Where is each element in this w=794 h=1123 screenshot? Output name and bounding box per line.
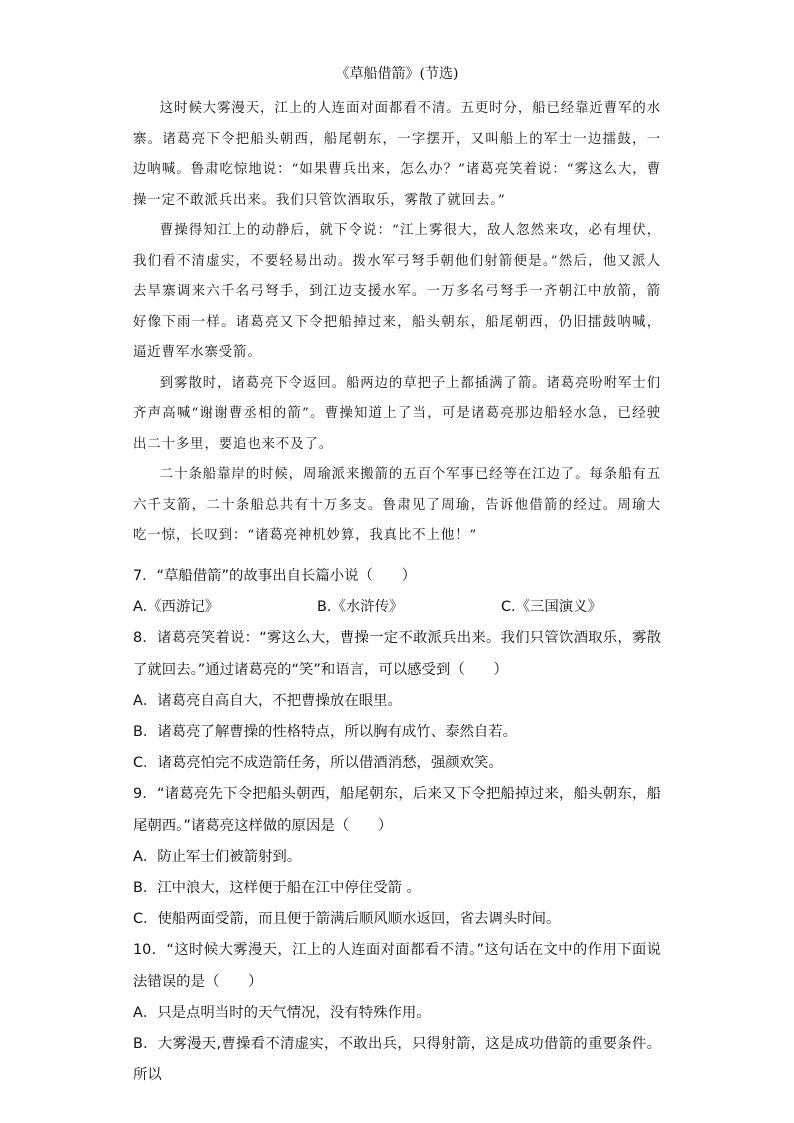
passage-title: 《草船借箭》(节选) xyxy=(335,66,459,82)
passage-body xyxy=(133,94,661,552)
passage-paragraph: 这时候大雾漫天，江上的人连面对面都看不清。五更时分，船已经靠近曹军的水寨。诸葛亮下令把船头朝西，船尾朝东，一字摆开，又叫船上的军士一边擂鼓，一边呐喊。鲁肃吃惊地说：“如果曹兵出来，怎么办？”诸葛亮笑着说：“雾这么大，曹操一定不敢派兵出来。我们只管饮酒取乐，雾散了就回去。” xyxy=(133,101,661,208)
option-c: C．使船两面受箭，而且便于箭满后顺风顺水返回，省去调头时间。 xyxy=(133,911,561,928)
passage-paragraph: 曹操得知江上的动静后，就下令说：“江上雾很大，敌人忽然来攻，必有埋伏，我们看不清虚实，不要轻易出动。拨水军弓弩手朝他们射箭便是。”然后，他又派人去旱寨调来六千名弓弩手，到江边支援水军。一万多名弓弩手一齐朝江中放箭，箭好像下雨一样。诸葛亮又下令把船掉过来，船头朝东，船尾朝西，仍旧擂鼓呐喊，逼近曹军水寨受箭。 xyxy=(133,223,661,360)
option-c: C.《三国演义》 xyxy=(501,599,602,616)
option-a: A．诸葛亮自高自大，不把曹操放在眼里。 xyxy=(133,692,402,709)
option-a: A．只是点明当时的天气情况，没有特殊作用。 xyxy=(133,1004,431,1021)
question-stem: 9．“诸葛亮先下令把船头朝西，船尾朝东，后来又下令把船掉过来，船头朝东，船尾朝西。”诸葛亮这样做的原因是（ ） xyxy=(133,786,661,834)
passage-paragraph: 二十条船靠岸的时候，周瑜派来搬箭的五百个军事已经等在江边了。每条船有五六千支箭，二十条船总共有十万多支。鲁肃见了周瑜，告诉他借箭的经过。周瑜大吃一惊，长叹到：“诸葛亮神机妙算，我真比不上他！” xyxy=(133,467,661,543)
question-options xyxy=(133,592,661,623)
question-8 xyxy=(133,623,661,779)
option-b: B.《水浒传》 xyxy=(317,599,404,616)
question-9 xyxy=(133,779,661,935)
option-b: B．江中浪大，这样便于船在江中停住受箭 。 xyxy=(133,880,421,897)
option-a: A．防止军士们被箭射到。 xyxy=(133,848,302,865)
question-stem: 8．诸葛亮笑着说：“雾这么大，曹操一定不敢派兵出来。我们只管饮酒取乐，雾散了就回去。”通过诸葛亮的“笑”和语言，可以感受到（ ） xyxy=(133,630,661,678)
option-a: A.《西游记》 xyxy=(133,599,220,616)
question-stem: 7．“草船借箭”的故事出自长篇小说（ ） xyxy=(133,568,417,584)
option-c: C．诸葛亮怕完不成造箭任务，所以借酒消愁，强颜欢笑。 xyxy=(133,755,503,772)
passage-paragraph: 到雾散时，诸葛亮下令返回。船两边的草把子上都插满了箭。诸葛亮吩咐军士们齐声高喊“谢谢曹丞相的箭”。曹操知道上了当，可是诸葛亮那边船轻水急，已经驶出二十多里，要追也来不及了。 xyxy=(133,375,661,452)
question-list xyxy=(133,561,661,1091)
option-b: B．大雾漫天,曹操看不清虚实，不敢出兵，只得射箭，这是成功借箭的重要条件。所以 xyxy=(133,1036,661,1084)
option-b: B．诸葛亮了解曹操的性格特点，所以胸有成竹、泰然自若。 xyxy=(133,724,518,741)
question-10 xyxy=(133,935,661,1091)
question-stem: 10．“这时候大雾漫天，江上的人连面对面都看不清。”这句话在文中的作用下面说法错误的是（ ） xyxy=(133,942,661,990)
question-7 xyxy=(133,561,661,623)
